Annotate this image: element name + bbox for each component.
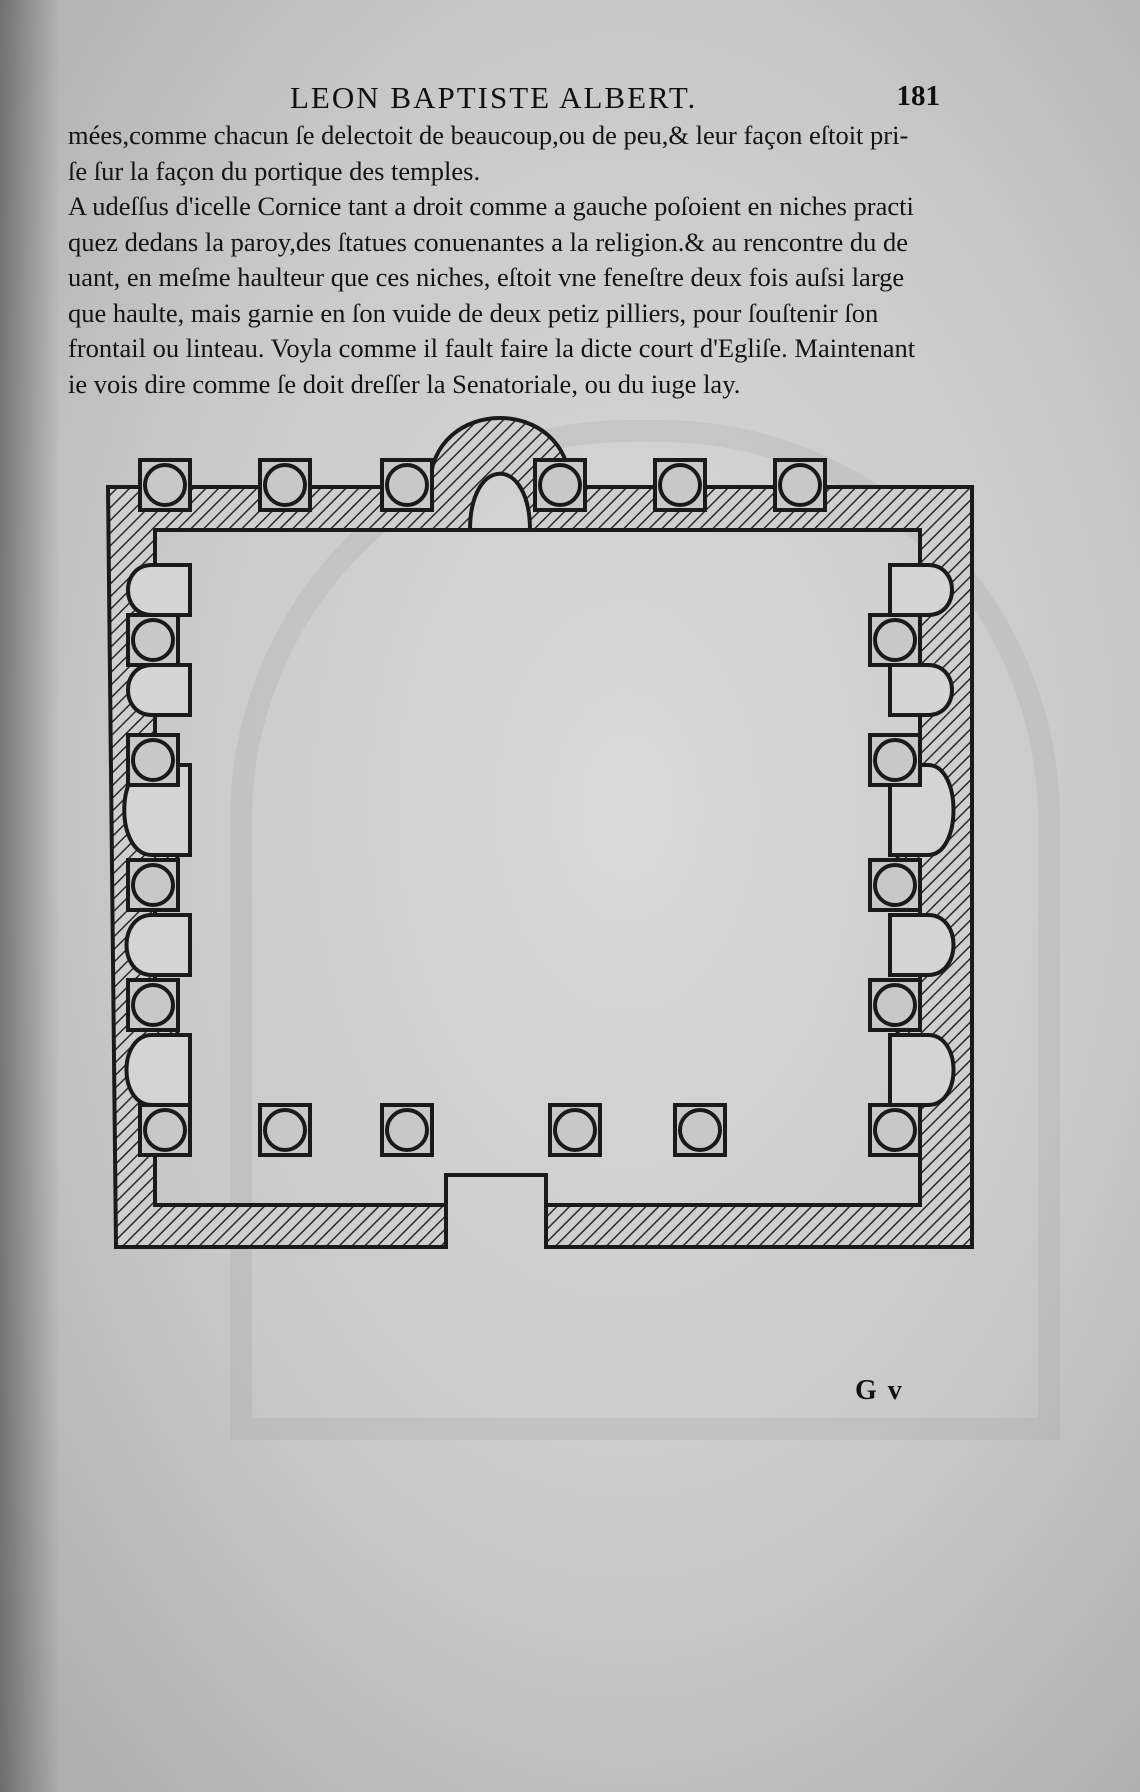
- wall-niches: [124, 565, 953, 1105]
- columns: [128, 460, 920, 1155]
- body-text: [68, 118, 948, 402]
- running-title: LEON BAPTISTE ALBERT.: [290, 80, 698, 115]
- text-line: ſe ſur la façon du portique des temples.: [68, 155, 481, 186]
- signature-mark: G v: [855, 1375, 904, 1406]
- text-line: quez dedans la paroy,des ſtatues conuenantes a la religion.& au rencontre du de: [68, 226, 909, 257]
- text-line: mées,comme chacun ſe delectoit de beaucoup,ou de peu,& leur façon eſtoit pri-: [68, 120, 909, 150]
- page-header: [80, 80, 940, 120]
- plan-wall: [108, 418, 972, 1247]
- page-number: 181: [896, 80, 940, 112]
- text-line: uant, en meſme haulteur que ces niches, eſtoit vne feneſtre deux fois auſsi large: [68, 262, 905, 292]
- floor-plan-woodcut: [100, 415, 980, 1375]
- text-line: ie vois dire comme ſe doit dreſſer la Senatoriale, ou du iuge lay.: [68, 368, 741, 399]
- text-line: A udeſſus d'icelle Cornice tant a droit comme a gauche poſoient en niches practi: [68, 191, 914, 221]
- text-line: frontail ou linteau. Voyla comme il fault faire la dicte court d'Egliſe. Maintenant: [68, 333, 916, 363]
- binding-shadow: [0, 0, 60, 1792]
- text-line: que haulte, mais garnie en ſon vuide de deux petiz pilliers, pour ſouſtenir ſon: [68, 297, 879, 328]
